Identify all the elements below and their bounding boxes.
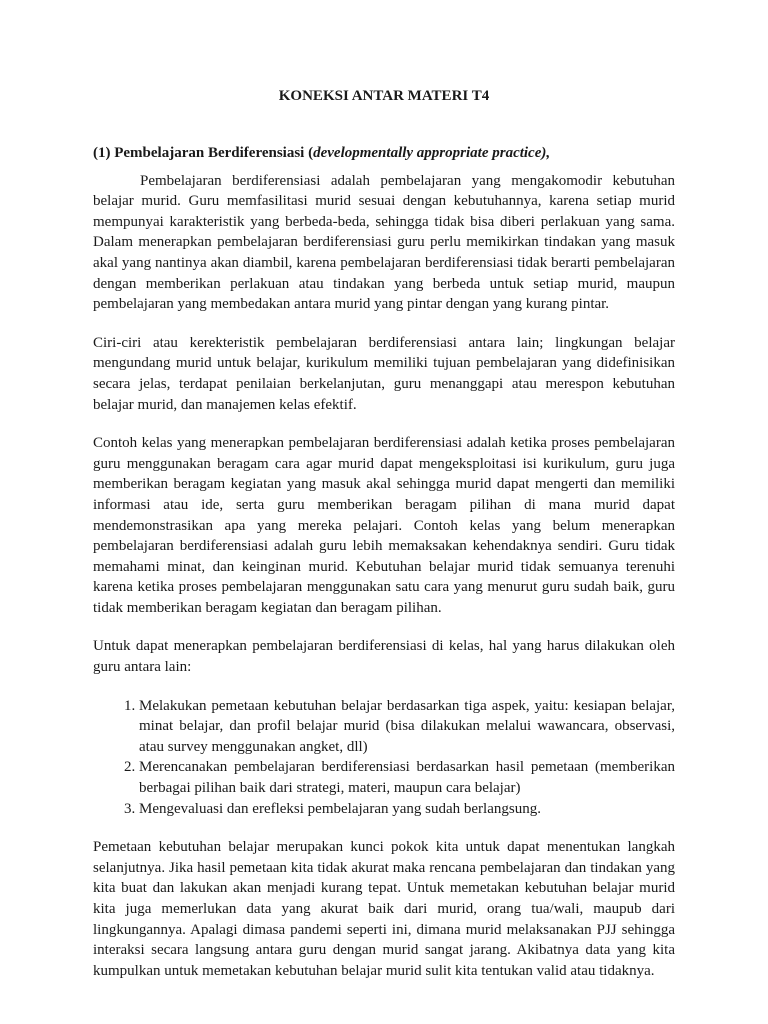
steps-list <box>93 696 675 820</box>
paragraph-characteristics: Ciri-ciri atau kerekteristik pembelajaran berdiferensiasi antara lain; lingkungan belajar mengundang murid untuk belajar, kurikulum memiliki tujuan pembelajaran yang didefinisikan secara jelas, terdapat penilaian berkelanjutan, guru menanggapi atau merespon kebutuhan belajar murid, dan manajemen kelas efektif. <box>93 334 675 413</box>
list-item: 2. Merencanakan pembelajaran berdiferensiasi berdasarkan hasil pemetaan (memberikan berbagai pilihan baik dari strategi, materi, maupun cara belajar) <box>139 757 675 798</box>
document-title: KONEKSI ANTAR MATERI T4 <box>278 88 490 104</box>
paragraph-intro-steps: Untuk dapat menerapkan pembelajaran berdiferensiasi di kelas, hal yang harus dilakukan oleh guru antara lain: <box>93 638 675 676</box>
paragraph-definition: Pembelajaran berdiferensiasi adalah pembelajaran yang mengakomodir kebutuhan belajar murid. Guru memfasilitasi murid sesuai dengan kebutuhannya, karena setiap murid mempunyai karakteristik yang berbeda-beda, sehingga tidak bisa diberi perlakuan yang sama. Dalam menerapkan pembelajaran berdiferensiasi guru perlu memikirkan tindakan yang masuk akal yang nantinya akan diambil, karena pembelajaran berdiferensiasi tidak berarti pembelajaran dengan memberikan perlakuan atau tindakan yang berbeda untuk setiap murid, maupun pembelajaran yang membedakan antara murid yang pintar dengan yang kurang pintar. <box>93 172 675 313</box>
document-page <box>93 86 675 981</box>
section-heading <box>93 143 675 164</box>
paragraph-examples: Contoh kelas yang menerapkan pembelajaran berdiferensiasi adalah ketika proses pembelajaran guru menggunakan beragam cara agar murid dapat mengeksploitasi isi kurikulum, guru juga memberikan beragam kegiatan yang masuk akal sehingga murid dapat mengerti dan memiliki informasi atau ide, serta guru memberikan beragam pilihan di mana murid dapat mendemonstrasikan apa yang mereka pelajari. Contoh kelas yang belum menerapkan pembelajaran berdiferensiasi adalah guru lebih memaksakan kehendaknya sendiri. Guru tidak memahami minat, dan keinginan murid. Kebutuhan belajar murid tidak semuanya terenuhi karena ketika proses pembelajaran menggunakan satu cara yang menurut guru sudah baik, guru tidak memberikan beragam kegiatan dan beragam pilihan. <box>93 435 675 616</box>
paragraph-mapping: Pemetaan kebutuhan belajar merupakan kunci pokok kita untuk dapat menentukan langkah selanjutnya. Jika hasil pemetaan kita tidak akurat maka rencana pembelajaran dan tindakan yang kita buat dan lakukan akan menjadi kurang tepat. Untuk memetakan kebutuhan belajar murid kita juga memerlukan data yang akurat baik dari murid, orang tua/wali, maupub dari lingkungannya. Apalagi dimasa pandemi seperti ini, dimana murid melaksanakan PJJ sehingga interaksi secara langsung antara guru dengan murid sangat jarang. Akibatnya data yang kita kumpulkan untuk memetakan kebutuhan belajar murid sulit kita tentukan valid atau tidaknya. <box>93 839 675 979</box>
list-item: 1. Melakukan pemetaan kebutuhan belajar berdasarkan tiga aspek, yaitu: kesiapan belajar, minat belajar, dan profil belajar murid (bisa dilakukan melalui wawancara, observasi, atau survey menggunakan angket, dll) <box>139 696 675 758</box>
section-heading-text: (1) Pembelajaran Berdiferensiasi ( <box>93 145 314 161</box>
list-item: 3. Mengevaluasi dan erefleksi pembelajaran yang sudah berlangsung. <box>139 799 675 820</box>
section-heading-italic: developmentally appropriate practice), <box>313 145 551 161</box>
